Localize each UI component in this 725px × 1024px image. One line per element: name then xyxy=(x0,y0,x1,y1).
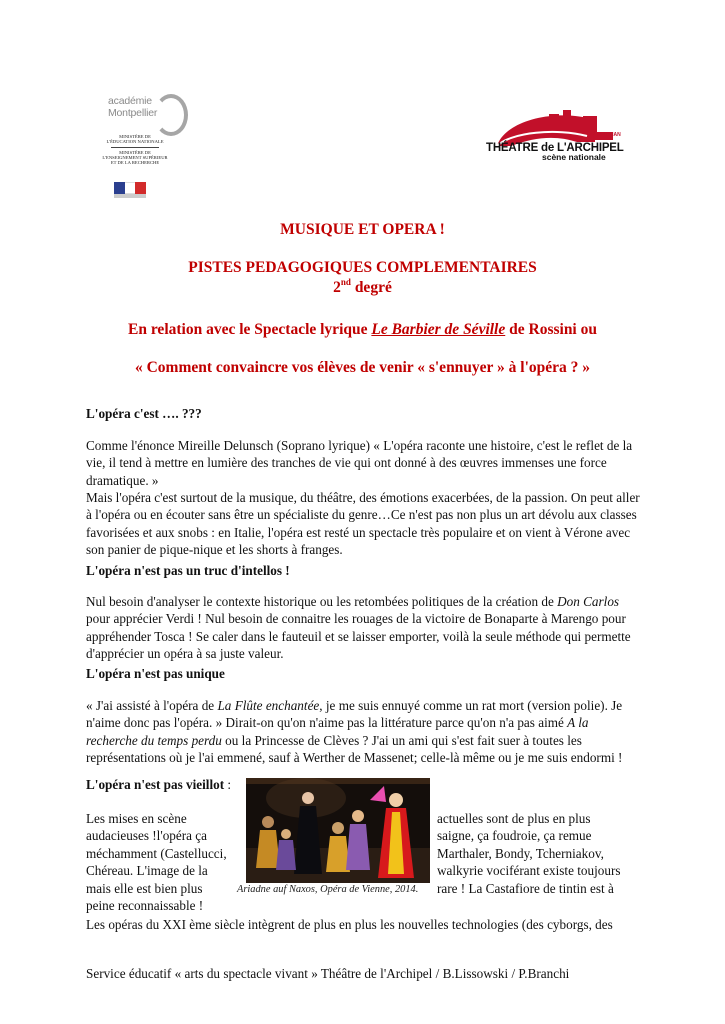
section-heading-1: L'opéra c'est …. ??? xyxy=(86,406,202,421)
page-footer: Service éducatif « arts du spectacle vivant » Théâtre de l'Archipel / B.Lissowski / P.Branchi xyxy=(86,966,570,981)
relation-line: En relation avec le Spectacle lyrique Le Barbier de Séville de Rossini ou xyxy=(128,321,597,338)
theatre-name: THÉATRE de L'ARCHIPEL xyxy=(486,142,624,154)
subtitle-pistes: PISTES PEDAGOGIQUES COMPLEMENTAIRES xyxy=(188,259,537,276)
paragraph-quote: Comme l'énonce Mireille Delunsch (Soprano lyrique) « L'opéra raconte une histoire, c'est le reflet de la vie, il tend à mettre en lumière des tranches de vie qui ont donné à des œuvres immenses une force dramatique. » xyxy=(86,438,633,488)
logo-divider xyxy=(111,147,159,148)
ministry-higher-education: MINISTÈRE DE L'ENSEIGNEMENT SUPÉRIEUR ET DE LA RECHERCHE xyxy=(102,150,168,165)
perpignan-label: PERPIGNAN xyxy=(591,132,621,138)
section-heading-4: L'opéra n'est pas vieillot : xyxy=(86,777,232,792)
wrap-text-right: actuelles sont de plus en plus saigne, ça foudroie, ça remue Marthaler, Bondy, Tcherniakov, walkyrie vociférant existe toujours rare ! La Castafiore de tintin est à xyxy=(437,811,621,896)
theatre-logo-text xyxy=(486,142,646,162)
paragraph-technologies: Les opéras du XXI ème siècle intègrent de plus en plus les nouvelles technologies (des cyborgs, des xyxy=(86,917,613,932)
e-emblem-icon xyxy=(154,94,188,136)
opera-title: Le Barbier de Séville xyxy=(371,321,506,338)
theatre-archipel-logo-mark xyxy=(487,110,637,172)
ministry-education: MINISTÈRE DE L'ÉDUCATION NATIONALE xyxy=(106,134,164,144)
paragraph-music: Mais l'opéra c'est surtout de la musique, du théâtre, des émotions exacerbées, de la passion. On peut aller à l'opéra ou en écouter sans être un spécialiste du genre…Ce n'est pas non plus un art dévolu aux classes favorisées et aux snobs : en Italie, l'opéra est resté un spectacle très populaire et on vient à Vérone avec son panier de pique-nique et les shorts à franges. xyxy=(86,490,640,558)
academie-word: académie xyxy=(108,95,152,107)
paragraph-intellos: Nul besoin d'analyser le contexte historique ou les retombées politiques de la création de Don Carlos pour apprécier Verdi ! Nul besoin de connaitre les rouages de la victoire de Bonaparte à Marengo pour appréhender Tosca ! Se caler dans le fauteuil et se laisser emporter, voilà la seule méthode qui permette d'apprécier un opéra à sa juste valeur. xyxy=(86,594,631,662)
opera-stage-photo xyxy=(246,778,430,883)
photo-caption: Ariadne auf Naxos, Opéra de Vienne, 2014. xyxy=(237,884,419,895)
republic-motto-bar xyxy=(114,194,146,198)
montpellier-word: Montpellier xyxy=(108,107,158,119)
main-title: MUSIQUE ET OPERA ! xyxy=(280,221,445,238)
wrap-text-left: Les mises en scène audacieuses !l'opéra ça méchamment (Castellucci, Chéreau. L'image de la mais elle est bien plus peine reconnaissable ! xyxy=(86,811,227,914)
subtitle-degree: 2nd degré xyxy=(333,277,392,296)
french-flag-icon xyxy=(114,182,146,194)
section-heading-3: L'opéra n'est pas unique xyxy=(86,666,225,681)
question-line: « Comment convaincre vos élèves de venir « s'ennuyer » à l'opéra ? » xyxy=(134,359,591,376)
theatre-subtitle: scène nationale xyxy=(542,152,606,162)
paragraph-unique: « J'ai assisté à l'opéra de La Flûte enchantée, je me suis ennuyé comme un rat mort (version polie). Je n'aime donc pas l'opéra. » Dirait-on qu'on n'aime pas la littérature parce qu'on n'a pas aimé A la recherche du temps perdu ou la Princesse de Clèves ? J'ai un ami qui s'est fait suer à toutes les représentations où je l'ai emmené, sauf à Werther de Massenet; celle-là même ou je me suis endormi ! xyxy=(86,698,623,766)
section-heading-2: L'opéra n'est pas un truc d'intellos ! xyxy=(86,563,290,578)
